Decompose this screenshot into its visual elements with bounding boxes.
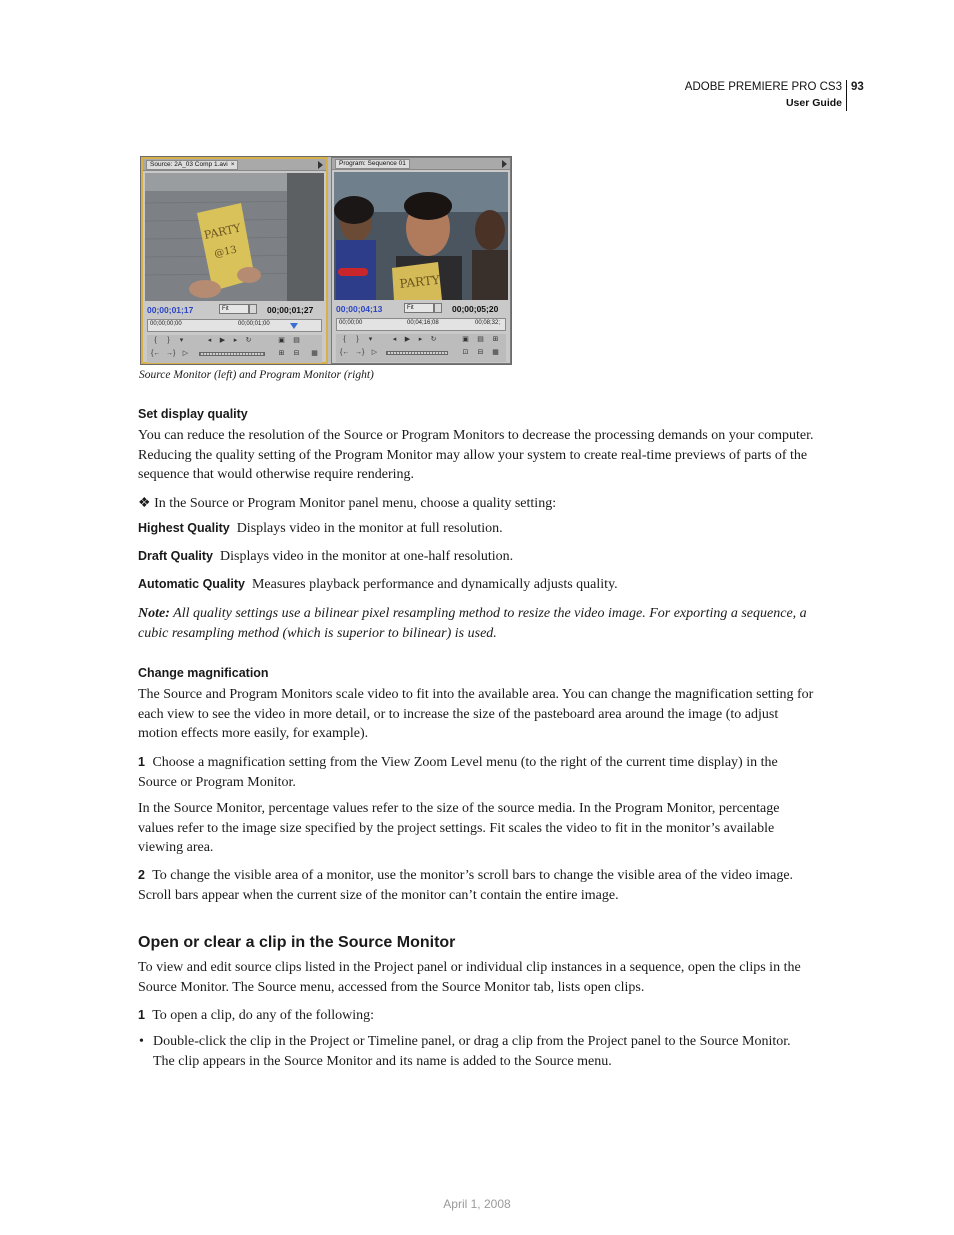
step-number: 1: [138, 1008, 145, 1022]
bullet-icon: •: [139, 1034, 144, 1049]
source-time-ruler[interactable]: [147, 319, 322, 332]
go-to-in-icon[interactable]: {←: [340, 349, 350, 356]
note-text: All quality settings use a bilinear pixel resampling method to resize the video image. For exporting a sequence, a cubic resampling method (which is superior to bilinear) is used.: [138, 606, 807, 641]
set-in-icon[interactable]: {: [154, 337, 157, 344]
option-term: Automatic Quality: [138, 577, 245, 591]
step-forward-icon[interactable]: ▸: [233, 337, 238, 344]
option-description: Measures playback performance and dynamically adjusts quality.: [251, 577, 618, 592]
open-clear-intro: To view and edit source clips listed in the Project panel or individual clip instances in a sequence, open the clips in the Source Monitor. The Source menu, accessed from the Source Monitor tab, lists open clips.: [138, 960, 801, 995]
source-tab-label: Source: 2A_03 Comp 1.avi: [150, 161, 228, 168]
source-zoom-level-menu[interactable]: Fit: [219, 304, 249, 314]
program-ruler-mid: 00;04;16;08: [407, 320, 439, 326]
go-to-out-icon[interactable]: →}: [166, 350, 176, 357]
option-description: Displays video in the monitor at one-half resolution.: [220, 549, 514, 564]
play-in-to-out-icon[interactable]: ▷: [371, 349, 378, 356]
jog-slider[interactable]: [199, 352, 265, 356]
source-ruler-end: 00;00;01;00: [238, 321, 270, 327]
panel-menu-icon[interactable]: [502, 160, 507, 168]
svg-text:@13: @13: [213, 244, 238, 260]
go-to-in-icon[interactable]: {←: [151, 350, 161, 357]
magnification-step-2: [138, 866, 814, 905]
program-tab-label: Program: Sequence 01: [339, 160, 406, 167]
source-ruler-start: 00;00;00;00: [150, 321, 182, 327]
program-time-ruler[interactable]: [336, 318, 506, 331]
heading-change-magnification: Change magnification: [138, 666, 269, 680]
option-term: Draft Quality: [138, 549, 214, 563]
panel-menu-icon[interactable]: [318, 161, 323, 169]
go-to-out-icon[interactable]: →}: [355, 349, 365, 356]
quality-note: [138, 604, 814, 643]
running-header: [685, 79, 842, 111]
loop-icon[interactable]: ↻: [245, 337, 252, 344]
play-icon[interactable]: ▶: [219, 337, 226, 344]
svg-text:PARTY: PARTY: [202, 221, 242, 242]
program-video-frame: [334, 172, 508, 300]
figure-caption: Source Monitor (left) and Program Monitor (right): [139, 369, 374, 381]
source-current-time[interactable]: 00;00;01;17: [147, 305, 194, 315]
camera-icon[interactable]: ▣: [462, 336, 469, 343]
magnification-step-1: [138, 753, 814, 792]
note-label: Note:: [138, 606, 170, 621]
source-monitor-panel: [141, 157, 328, 364]
open-clear-step-1: [138, 1006, 814, 1026]
page-number: 93: [851, 81, 864, 93]
source-video-frame: [145, 173, 324, 301]
display-quality-intro: You can reduce the resolution of the Source or Program Monitors to decrease the processing demands on your computer. Reducing the quality setting of the Program Monitor may allow your system to create real-time previews of parts of the sequence that would otherwise require rendering.: [138, 428, 814, 483]
instruction-marker-icon: ❖: [138, 496, 151, 511]
chevron-down-icon[interactable]: [434, 303, 442, 313]
footer-date: April 1, 2008: [443, 1197, 511, 1211]
option-description: Displays video in the monitor at full resolution.: [236, 521, 503, 536]
chevron-down-icon[interactable]: [249, 304, 257, 314]
source-monitor-tab-bar: [143, 159, 326, 171]
step-text: To open a clip, do any of the following:: [152, 1008, 375, 1023]
monitor-screenshot: [140, 156, 512, 365]
step-back-icon[interactable]: ◂: [392, 336, 397, 343]
source-video-image: [145, 173, 324, 301]
set-out-icon[interactable]: }: [356, 336, 359, 343]
magnification-intro: The Source and Program Monitors scale video to fit into the available area. You can change the magnification setting for each view to see the video in more detail, or to increase the size of the pasteboard area around the image (to adjust motion effects more easily, for example).: [138, 687, 814, 742]
program-monitor-panel: [331, 157, 511, 364]
bullet-text: Double-click the clip in the Project or Timeline panel, or drag a clip from the Project panel to the Source Monitor. The clip appears in the Source Monitor and its name is added to the Source menu.: [153, 1034, 791, 1069]
step-text: Choose a magnification setting from the View Zoom Level menu (to the right of the current time display) in the Source or Program Monitor.: [138, 755, 778, 790]
header-product: ADOBE PREMIERE PRO CS3: [684, 81, 842, 93]
loop-icon[interactable]: ↻: [430, 336, 437, 343]
trim-icon[interactable]: ⊞: [492, 336, 499, 343]
program-ruler-end: 00;08;32;: [475, 320, 501, 326]
step-number: 2: [138, 868, 145, 882]
lift-icon[interactable]: ⊡: [462, 349, 469, 356]
step-forward-icon[interactable]: ▸: [418, 336, 423, 343]
heading-open-or-clear-clip: Open or clear a clip in the Source Monitor: [138, 934, 456, 951]
export-frame-icon[interactable]: ▦: [492, 349, 499, 356]
insert-icon[interactable]: ⊞: [278, 350, 285, 357]
option-highest-quality: [138, 519, 814, 539]
program-ruler-start: 00;00;00: [339, 320, 363, 326]
output-icon[interactable]: ▤: [477, 336, 484, 343]
source-transport-controls: [147, 335, 322, 363]
play-in-to-out-icon[interactable]: ▷: [182, 350, 189, 357]
program-video-image: [334, 172, 508, 300]
header-guide: User Guide: [785, 97, 842, 109]
set-out-icon[interactable]: }: [167, 337, 170, 344]
playhead-icon[interactable]: [290, 323, 298, 329]
header-divider: [846, 80, 847, 111]
magnification-step-1-detail: In the Source Monitor, percentage values refer to the size of the source media. In the Program Monitor, percentage values refer to the image size specified by the project settings. Fit scales the video to fit in the monitor’s available viewing area.: [138, 801, 780, 856]
display-quality-instruction: [138, 494, 814, 514]
step-number: 1: [138, 755, 145, 769]
marker-icon[interactable]: ▾: [179, 337, 184, 344]
play-icon[interactable]: ▶: [404, 336, 411, 343]
export-frame-icon[interactable]: ▦: [311, 350, 318, 357]
step-text: To change the visible area of a monitor, use the monitor’s scroll bars to change the visible area of the video image. Scroll bars appear when the current size of the monitor can’t contain the entire image.: [138, 868, 794, 903]
open-clear-bullet-1: [138, 1032, 814, 1071]
option-draft-quality: [138, 547, 814, 567]
heading-set-display-quality: Set display quality: [138, 407, 248, 421]
option-term: Highest Quality: [138, 521, 230, 535]
camera-icon[interactable]: ▣: [278, 337, 285, 344]
step-back-icon[interactable]: ◂: [207, 337, 212, 344]
program-zoom-level-menu[interactable]: Fit: [404, 303, 434, 313]
program-monitor-tab-bar: [332, 158, 510, 170]
overlay-icon[interactable]: ⊟: [293, 350, 300, 357]
source-monitor-tab[interactable]: [146, 160, 238, 170]
set-in-icon[interactable]: {: [343, 336, 346, 343]
marker-icon[interactable]: ▾: [368, 336, 373, 343]
program-monitor-tab[interactable]: [335, 159, 410, 169]
program-current-time[interactable]: 00;00;04;13: [336, 304, 383, 314]
jog-slider[interactable]: [386, 351, 448, 355]
program-transport-controls: [336, 334, 506, 362]
output-icon[interactable]: ▤: [293, 337, 300, 344]
program-duration: 00;00;05;20: [452, 304, 499, 314]
instruction-text: In the Source or Program Monitor panel menu, choose a quality setting:: [154, 496, 557, 511]
source-duration: 00;00;01;27: [267, 305, 314, 315]
extract-icon[interactable]: ⊟: [477, 349, 484, 356]
close-icon[interactable]: ×: [230, 161, 235, 168]
svg-text:PARTY: PARTY: [398, 272, 441, 291]
option-automatic-quality: [138, 575, 814, 595]
